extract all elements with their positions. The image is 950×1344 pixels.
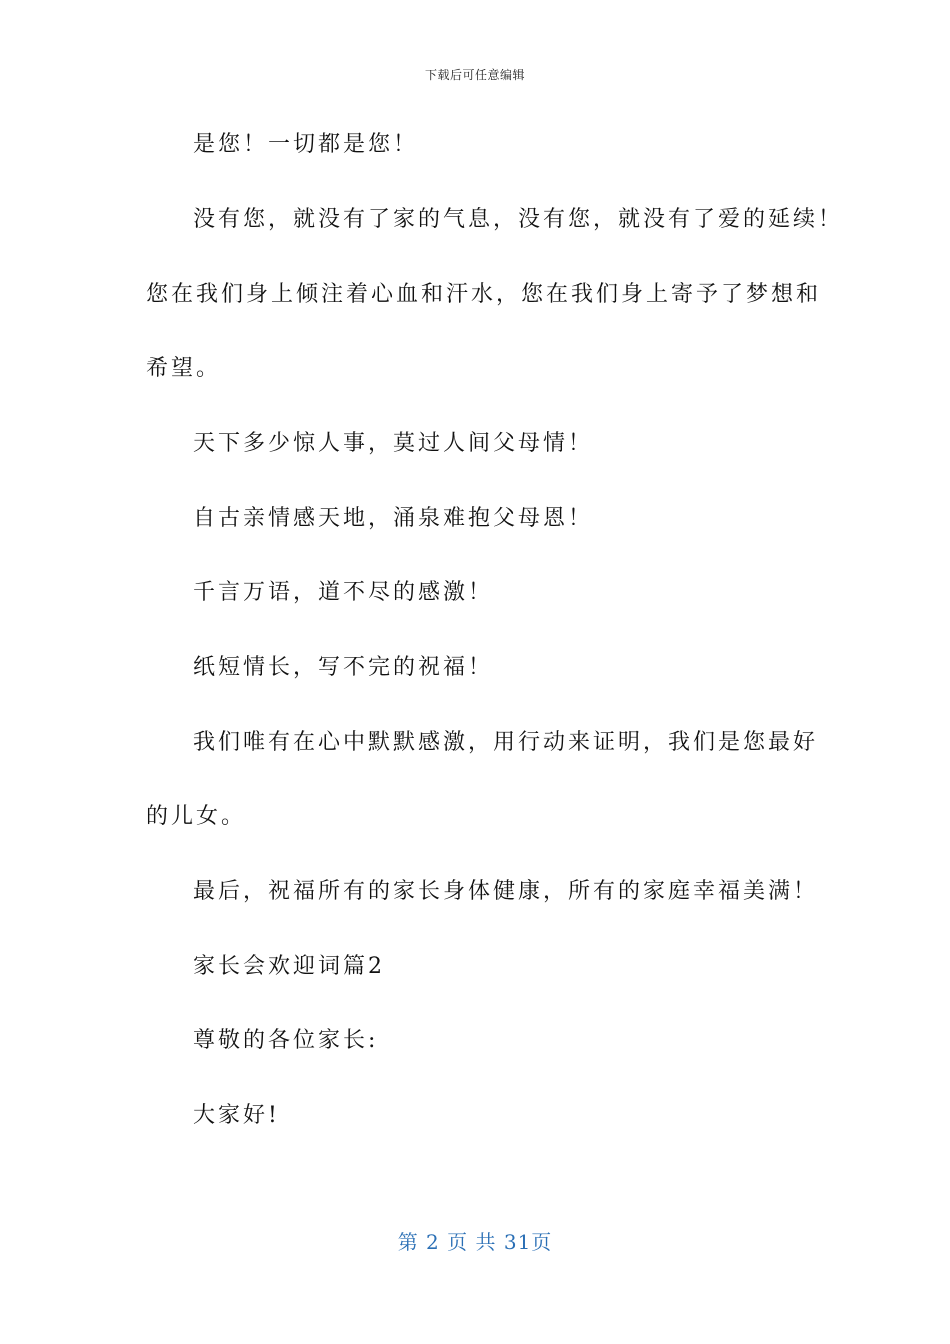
greeting: 大家好! [193,1103,280,1128]
paragraph-line: 天下多少惊人事，莫过人间父母情！ [193,431,594,456]
paragraph-line: 您在我们身上倾注着心血和汗水，您在我们身上寄予了梦想和 [146,282,822,307]
paragraph-line: 没有您，就没有了家的气息，没有您，就没有了爱的延续！ [193,207,844,232]
paragraph-line: 自古亲情感天地，涌泉难抱父母恩！ [193,506,594,531]
paragraph-line: 希望。 [146,356,222,381]
paragraph-line: 我们唯有在心中默默感激，用行动来证明，我们是您最好 [193,730,819,755]
page-number: 第 2 页 共 31页 [397,1230,553,1254]
paragraph-line: 的儿女。 [146,804,247,829]
section-heading: 家长会欢迎词篇2 [193,954,385,979]
paragraph-line: 纸短情长，写不完的祝福！ [193,655,494,680]
paragraph-line: 千言万语，道不尽的感激！ [193,580,494,605]
page-header: 下载后可任意编辑 [424,68,525,82]
paragraph-line: 最后，祝福所有的家长身体健康，所有的家庭幸福美满！ [193,879,819,904]
paragraph-line: 是您！一切都是您！ [193,132,419,157]
salutation: 尊敬的各位家长: [193,1028,379,1053]
